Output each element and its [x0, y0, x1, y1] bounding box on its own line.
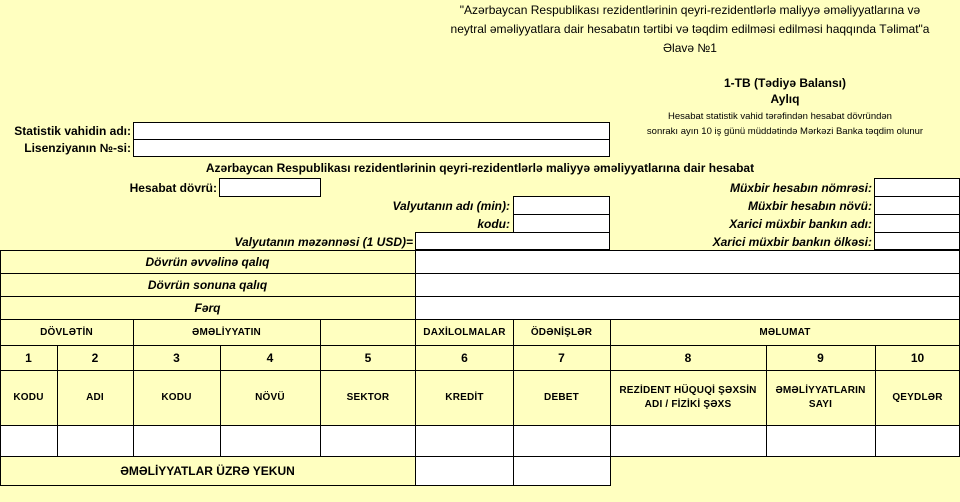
- group-country: DÖVLƏTİN: [40, 326, 93, 338]
- total-debit[interactable]: [514, 457, 610, 485]
- regulation-title-line1: "Azərbaycan Respublikası rezidentlərinin qeyri-rezidentlərlə maliyyə əməliyyatlarına və: [459, 3, 921, 17]
- group-payments: ÖDƏNİŞLƏR: [530, 326, 593, 338]
- foreign-bank-country-input[interactable]: [874, 232, 960, 250]
- col-number-5: 5: [364, 351, 372, 365]
- col-number-4: 4: [266, 351, 274, 365]
- closing-balance-value[interactable]: [416, 274, 960, 296]
- group-operation: ƏMƏLİYYATIN: [192, 326, 261, 338]
- report-title: Azərbaycan Respublikası rezidentlərinin qeyri-rezidentlərlə maliyyə əməliyyatlarına dair hesabat: [205, 161, 755, 175]
- difference-label: Fərq: [194, 301, 221, 315]
- col-number-7: 7: [558, 351, 565, 365]
- col-header-operation-count: ƏMƏLİYYATLARIN SAYI: [775, 385, 866, 410]
- col-header-country-name: ADI: [86, 392, 104, 403]
- license-input[interactable]: [133, 139, 610, 157]
- exchange-rate-input[interactable]: [415, 232, 610, 250]
- license-label: Lisenziyanın №-si:: [24, 141, 131, 155]
- group-inflows: DAXİLOLMALAR: [423, 326, 506, 338]
- currency-name-input[interactable]: [513, 196, 610, 215]
- col-number-2: 2: [91, 351, 99, 365]
- table-row[interactable]: [0, 426, 960, 456]
- foreign-bank-name-input[interactable]: [874, 214, 960, 233]
- exchange-rate-label: Valyutanın məzənnəsi (1 USD)=: [234, 235, 413, 249]
- col-header-sector: SEKTOR: [346, 392, 390, 403]
- form-periodicity: Aylıq: [770, 92, 800, 106]
- opening-balance-value[interactable]: [416, 251, 960, 273]
- col-header-operation-type: NÖVÜ: [255, 392, 285, 403]
- col-header-country-code: KODU: [13, 392, 44, 403]
- corr-account-number-input[interactable]: [874, 178, 960, 197]
- foreign-bank-name-label: Xarici müxbir bankın adı:: [729, 217, 872, 231]
- difference-value[interactable]: [416, 297, 960, 319]
- total-credit[interactable]: [416, 457, 513, 485]
- regulation-title-line2: neytral əməliyyatlara dair hesabatın tərtibi və təqdim edilməsi edilməsi haqqında Təlimat"a: [450, 22, 930, 36]
- col-header-debit: DEBET: [544, 392, 579, 403]
- corr-account-type-input[interactable]: [874, 196, 960, 215]
- col-header-notes: QEYDLƏR: [892, 392, 943, 403]
- opening-balance-label: Dövrün əvvəlinə qalıq: [145, 255, 270, 269]
- unit-name-label: Statistik vahidin adı:: [14, 124, 131, 138]
- total-label: ƏMƏLİYYATLAR ÜZRƏ YEKUN: [120, 464, 295, 478]
- currency-name-label: Valyutanın adı (min):: [392, 199, 510, 213]
- col-number-8: 8: [684, 351, 692, 365]
- col-number-3: 3: [173, 351, 180, 365]
- group-info: MƏLUMAT: [759, 326, 811, 338]
- closing-balance-label: Dövrün sonuna qalıq: [147, 278, 268, 292]
- deadline-line1: Hesabat statistik vahid tərəfindən hesabat dövründən: [668, 111, 892, 122]
- col-number-9: 9: [817, 351, 824, 365]
- col-header-credit: KREDİT: [445, 392, 484, 403]
- corr-account-type-label: Müxbir hesabın növü:: [747, 199, 872, 213]
- currency-code-input[interactable]: [513, 214, 610, 233]
- col-number-6: 6: [461, 351, 468, 365]
- unit-name-input[interactable]: [133, 122, 610, 140]
- form-code: 1-TB (Tədiyə Balansı): [723, 76, 847, 90]
- report-period-label: Hesabat dövrü:: [129, 181, 217, 195]
- report-period-input[interactable]: [219, 178, 321, 197]
- col-header-operation-code: KODU: [161, 392, 192, 403]
- corr-account-number-label: Müxbir hesabın nömrəsi:: [729, 181, 872, 195]
- col-number-10: 10: [910, 351, 925, 365]
- deadline-line2: sonrakı ayın 10 iş günü müddətində Mərkəzi Banka təqdim olunur: [646, 126, 924, 137]
- appendix-label: Əlavə №1: [663, 41, 717, 55]
- currency-code-label: kodu:: [477, 217, 510, 231]
- foreign-bank-country-label: Xarici müxbir bankın ölkəsi:: [712, 235, 872, 249]
- col-number-1: 1: [25, 351, 32, 365]
- col-header-resident-name: REZİDENT HÜQUQİ ŞƏXSİN ADI / FİZİKİ ŞƏXS: [619, 385, 757, 410]
